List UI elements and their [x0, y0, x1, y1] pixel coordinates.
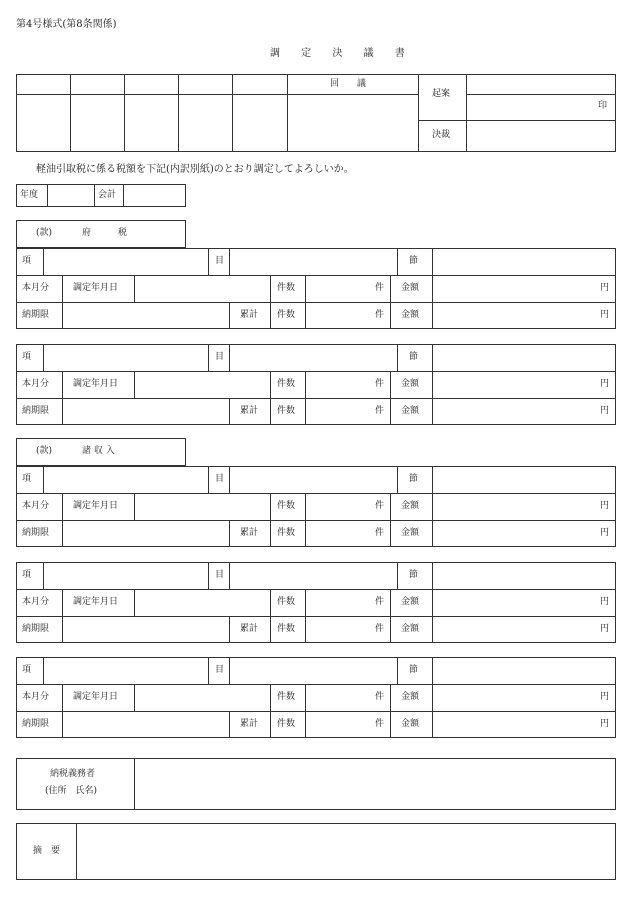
seal-label: 印 [598, 101, 608, 111]
ken-unit: 件 [375, 719, 385, 729]
taxpayer-label: 納税義務者 [50, 769, 96, 779]
kian-label: 起案 [432, 89, 451, 99]
kingaku-label: 金額 [401, 719, 420, 729]
nokigen-label: 納期限 [22, 310, 50, 320]
yen-unit: 円 [600, 597, 610, 607]
kan-name-shoshunyu: 諸 収 入 [82, 446, 115, 456]
setsu-label: 節 [409, 256, 419, 266]
chotei-date-label: 調定年月日 [73, 597, 119, 607]
kan-name-futei: 府 税 [82, 228, 128, 238]
chotei-date-label: 調定年月日 [73, 283, 119, 293]
moku-label: 目 [215, 352, 225, 362]
moku-label: 目 [215, 474, 225, 484]
chotei-date-label: 調定年月日 [73, 379, 119, 389]
kessai-label: 決裁 [432, 130, 451, 140]
kou-label: 項 [22, 570, 32, 580]
yen-unit: 円 [600, 283, 610, 293]
ruikei-label: 累計 [240, 406, 259, 416]
kingaku-label: 金額 [401, 379, 420, 389]
summary-label: 摘 要 [33, 846, 61, 856]
setsu-label: 節 [409, 352, 419, 362]
kan-label: (款) [36, 446, 53, 456]
kingaku-label: 金額 [401, 528, 420, 538]
honkettsubun-label: 本月分 [22, 692, 50, 702]
kingaku-label: 金額 [401, 310, 420, 320]
kingaku-label: 金額 [401, 692, 420, 702]
yen-unit: 円 [600, 692, 610, 702]
taxpayer-address-label: (住所 氏名) [45, 786, 98, 796]
chotei-date-label: 調定年月日 [73, 501, 119, 511]
kou-label: 項 [22, 665, 32, 675]
honkettsubun-label: 本月分 [22, 283, 50, 293]
document-title: 調 定 決 議 書 [270, 48, 414, 59]
ken-unit: 件 [375, 406, 385, 416]
kingaku-label: 金額 [401, 406, 420, 416]
yen-unit: 円 [600, 501, 610, 511]
ruikei-label: 累計 [240, 528, 259, 538]
ruikei-label: 累計 [240, 310, 259, 320]
kensu-label: 件数 [277, 283, 296, 293]
yen-unit: 円 [600, 379, 610, 389]
kan-label: (款) [36, 228, 53, 238]
honkettsubun-label: 本月分 [22, 597, 50, 607]
kensu-label: 件数 [277, 692, 296, 702]
kaigi-label: 回 議 [330, 79, 367, 89]
kingaku-label: 金額 [401, 597, 420, 607]
kensu-label: 件数 [277, 501, 296, 511]
ken-unit: 件 [375, 283, 385, 293]
ken-unit: 件 [375, 692, 385, 702]
kensu-label: 件数 [277, 597, 296, 607]
yen-unit: 円 [600, 528, 610, 538]
ken-unit: 件 [375, 501, 385, 511]
yen-unit: 円 [600, 406, 610, 416]
kingaku-label: 金額 [401, 283, 420, 293]
moku-label: 目 [215, 665, 225, 675]
honkettsubun-label: 本月分 [22, 501, 50, 511]
kensu-label: 件数 [277, 528, 296, 538]
kensu-label: 件数 [277, 624, 296, 634]
statement-text: 軽油引取税に係る税額を下記(内訳別紙)のとおり調定してよろしいか。 [36, 164, 354, 175]
kensu-label: 件数 [277, 379, 296, 389]
approval-table [16, 74, 616, 152]
kou-label: 項 [22, 352, 32, 362]
kou-label: 項 [22, 256, 32, 266]
ken-unit: 件 [375, 624, 385, 634]
moku-label: 目 [215, 570, 225, 580]
ruikei-label: 累計 [240, 624, 259, 634]
yen-unit: 円 [600, 719, 610, 729]
taxpayer-box [16, 758, 616, 810]
ken-unit: 件 [375, 379, 385, 389]
kaikei-label: 会計 [98, 190, 117, 200]
ken-unit: 件 [375, 310, 385, 320]
kou-label: 項 [22, 474, 32, 484]
kensu-label: 件数 [277, 406, 296, 416]
nokigen-label: 納期限 [22, 624, 50, 634]
setsu-label: 節 [409, 665, 419, 675]
kensu-label: 件数 [277, 719, 296, 729]
kensu-label: 件数 [277, 310, 296, 320]
nendo-label: 年度 [20, 190, 39, 200]
ken-unit: 件 [375, 597, 385, 607]
ruikei-label: 累計 [240, 719, 259, 729]
moku-label: 目 [215, 256, 225, 266]
setsu-label: 節 [409, 570, 419, 580]
setsu-label: 節 [409, 474, 419, 484]
form-number-label: 第4号様式(第8条関係) [16, 19, 117, 30]
chotei-date-label: 調定年月日 [73, 692, 119, 702]
nokigen-label: 納期限 [22, 528, 50, 538]
ken-unit: 件 [375, 528, 385, 538]
nokigen-label: 納期限 [22, 406, 50, 416]
yen-unit: 円 [600, 310, 610, 320]
nokigen-label: 納期限 [22, 719, 50, 729]
kingaku-label: 金額 [401, 501, 420, 511]
summary-box [16, 823, 616, 880]
kingaku-label: 金額 [401, 624, 420, 634]
yen-unit: 円 [600, 624, 610, 634]
honkettsubun-label: 本月分 [22, 379, 50, 389]
